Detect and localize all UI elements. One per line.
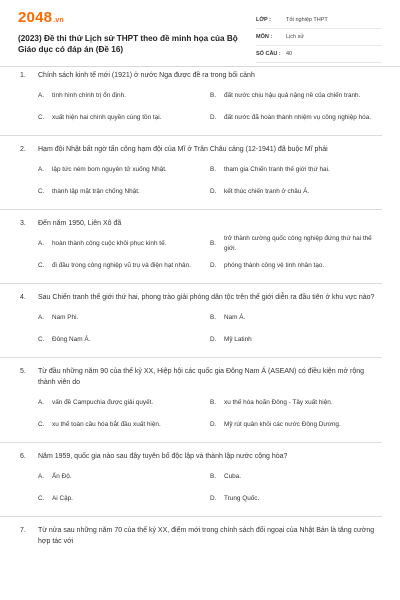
option-text: tình hình chính trị ổn định. — [52, 92, 126, 99]
option-letter: D. — [210, 421, 217, 428]
meta-label: MÔN : — [256, 34, 273, 40]
option-text: Mỹ rút quân khỏi các nước Đông Dương. — [224, 421, 341, 428]
answer-option[interactable] — [38, 85, 210, 107]
answer-option[interactable] — [38, 466, 210, 488]
logo-text: 2048 — [18, 9, 53, 26]
option-text: đi đầu trong công nghiệp vũ trụ và điện hạt nhân. — [52, 262, 191, 269]
option-text: trở thành cường quốc công nghiệp đứng thứ hai thế giới. — [224, 235, 372, 252]
answer-options — [38, 466, 382, 510]
option-text: xuất hiện hai chính quyền cùng tồn tại. — [52, 114, 162, 121]
answer-options — [38, 392, 382, 436]
option-letter: C. — [38, 262, 45, 269]
question-number: 6. — [20, 453, 26, 460]
option-text: hoàn thành công cuộc khôi phục kinh tế. — [52, 240, 167, 247]
question-item — [0, 144, 400, 210]
answer-option[interactable] — [210, 181, 382, 203]
question-divider — [0, 357, 382, 358]
exam-meta — [256, 12, 382, 63]
meta-row-class — [256, 12, 382, 29]
question-number: 4. — [20, 294, 26, 301]
answer-options — [38, 85, 382, 129]
answer-option[interactable] — [210, 255, 382, 277]
page-header — [0, 0, 400, 67]
question-body — [0, 292, 382, 303]
answer-options — [38, 307, 382, 351]
option-letter: C. — [38, 336, 45, 343]
meta-value: Lịch sử — [286, 34, 305, 40]
question-text: Chính sách kinh tế mới (1921) ở nước Nga được đề ra trong bối cảnh — [38, 72, 255, 79]
meta-row-subject — [256, 29, 382, 46]
answer-option[interactable] — [38, 233, 210, 255]
option-letter: D. — [210, 188, 217, 195]
option-letter: B. — [210, 166, 217, 173]
option-text: vấn đề Campuchia được giải quyết. — [52, 399, 154, 406]
option-letter: B. — [210, 240, 217, 247]
answer-option[interactable] — [38, 414, 210, 436]
question-body — [0, 451, 382, 462]
exam-title: (2023) Đề thi thử Lịch sử THPT theo đề minh họa của Bộ Giáo dục có đáp án (Đề 16) — [18, 34, 238, 54]
answer-option[interactable] — [210, 107, 382, 129]
option-text: tham gia Chiến tranh thế giới thứ hai. — [224, 166, 330, 173]
question-number: 1. — [20, 72, 26, 79]
meta-row-count — [256, 46, 382, 63]
option-text: lập tức ném bom nguyên tử xuống Nhật. — [52, 166, 167, 173]
question-divider — [0, 283, 382, 284]
option-text: Nam Á. — [224, 314, 246, 321]
answer-option[interactable] — [210, 159, 382, 181]
option-text: phóng thành công vệ tinh nhân tạo. — [224, 262, 325, 269]
option-letter: C. — [38, 114, 45, 121]
option-letter: D. — [210, 495, 217, 502]
question-body — [0, 366, 382, 388]
question-item — [0, 218, 400, 284]
option-text: xu thế hòa hoãn Đông - Tây xuất hiện. — [224, 399, 333, 406]
question-text: Từ nửa sau những năm 70 của thế kỷ XX, điểm mới trong chính sách đối ngoại của Nhật Bản là tăng cường hợp tác với — [38, 527, 375, 545]
question-item — [0, 451, 400, 517]
option-text: Ấn Độ. — [52, 473, 72, 480]
answer-option[interactable] — [38, 181, 210, 203]
question-body — [0, 70, 382, 81]
option-text: Cuba. — [224, 473, 242, 480]
option-letter: B. — [210, 314, 217, 321]
meta-value: 40 — [286, 51, 293, 57]
option-text: Nam Phi. — [52, 314, 79, 321]
answer-options — [38, 233, 382, 277]
answer-option[interactable] — [210, 466, 382, 488]
question-text: Hạm đội Nhật bất ngờ tấn công hạm đội của Mĩ ở Trân Châu cảng (12-1941) đã buộc Mĩ phải — [38, 146, 328, 153]
option-letter: A. — [38, 399, 45, 406]
option-letter: B. — [210, 399, 217, 406]
question-body — [0, 144, 382, 155]
option-letter: C. — [38, 188, 45, 195]
question-divider — [0, 209, 382, 210]
option-text: xu thế toàn cầu hóa bắt đầu xuất hiện. — [52, 421, 161, 428]
answer-option[interactable] — [210, 392, 382, 414]
question-number: 7. — [20, 527, 26, 534]
question-item — [0, 525, 400, 547]
option-text: kết thúc chiến tranh ở châu Á. — [224, 188, 310, 195]
option-letter: C. — [38, 421, 45, 428]
option-letter: B. — [210, 473, 217, 480]
option-text: thành lập mặt trận chống Nhật. — [52, 188, 140, 195]
option-letter: A. — [38, 166, 45, 173]
site-logo[interactable] — [18, 9, 64, 26]
meta-label: SỐ CÂU : — [256, 51, 281, 57]
answer-option[interactable] — [38, 255, 210, 277]
answer-option[interactable] — [210, 329, 382, 351]
answer-option[interactable] — [38, 392, 210, 414]
question-number: 3. — [20, 220, 26, 227]
option-text: Mỹ Latinh — [224, 336, 252, 343]
option-letter: A. — [38, 92, 45, 99]
option-text: đất nước đã hoàn thành nhiệm vụ công nghiệp hóa. — [224, 114, 372, 121]
answer-option[interactable] — [210, 488, 382, 510]
option-text: Trung Quốc. — [224, 495, 260, 502]
question-item — [0, 70, 400, 136]
meta-label: LỚP : — [256, 17, 271, 23]
question-text: Sau Chiến tranh thế giới thứ hai, phong trào giải phóng dân tộc trên thế giới diễn ra đầu tiên ở khu vực nào? — [38, 294, 375, 301]
question-number: 2. — [20, 146, 26, 153]
option-letter: A. — [38, 473, 45, 480]
answer-option[interactable] — [210, 307, 382, 329]
question-text: Từ đầu những năm 90 của thế kỷ XX, Hiệp hội các quốc gia Đông Nam Á (ASEAN) có điều kiện mở rộng thành viên do — [38, 368, 365, 386]
question-body — [0, 525, 382, 547]
option-letter: B. — [210, 92, 217, 99]
question-divider — [0, 135, 382, 136]
question-divider — [0, 516, 382, 517]
answer-option[interactable] — [38, 107, 210, 129]
answer-option[interactable] — [38, 329, 210, 351]
question-item — [0, 366, 400, 443]
answer-option[interactable] — [38, 159, 210, 181]
option-letter: A. — [38, 240, 45, 247]
answer-option[interactable] — [210, 233, 382, 255]
option-letter: D. — [210, 262, 217, 269]
question-list — [0, 70, 400, 547]
question-item — [0, 292, 400, 358]
answer-option[interactable] — [210, 85, 382, 107]
answer-option[interactable] — [38, 307, 210, 329]
answer-options — [38, 159, 382, 203]
meta-value: Tốt nghiệp THPT — [286, 17, 328, 23]
option-letter: D. — [210, 114, 217, 121]
logo-suffix: .vn — [53, 17, 64, 24]
option-text: đất nước chịu hậu quả nặng nề của chiến tranh. — [224, 92, 361, 99]
question-text: Đến năm 1950, Liên Xô đã — [38, 220, 122, 227]
question-text: Năm 1959, quốc gia nào sau đây tuyên bố độc lập và thành lập nước cộng hòa? — [38, 453, 288, 460]
answer-option[interactable] — [210, 414, 382, 436]
option-letter: D. — [210, 336, 217, 343]
question-divider — [0, 442, 382, 443]
option-text: Ai Cập. — [52, 495, 73, 502]
question-number: 5. — [20, 368, 26, 375]
option-text: Đông Nam Á. — [52, 336, 91, 343]
option-letter: C. — [38, 495, 45, 502]
option-letter: A. — [38, 314, 45, 321]
question-body — [0, 218, 382, 229]
answer-option[interactable] — [38, 488, 210, 510]
